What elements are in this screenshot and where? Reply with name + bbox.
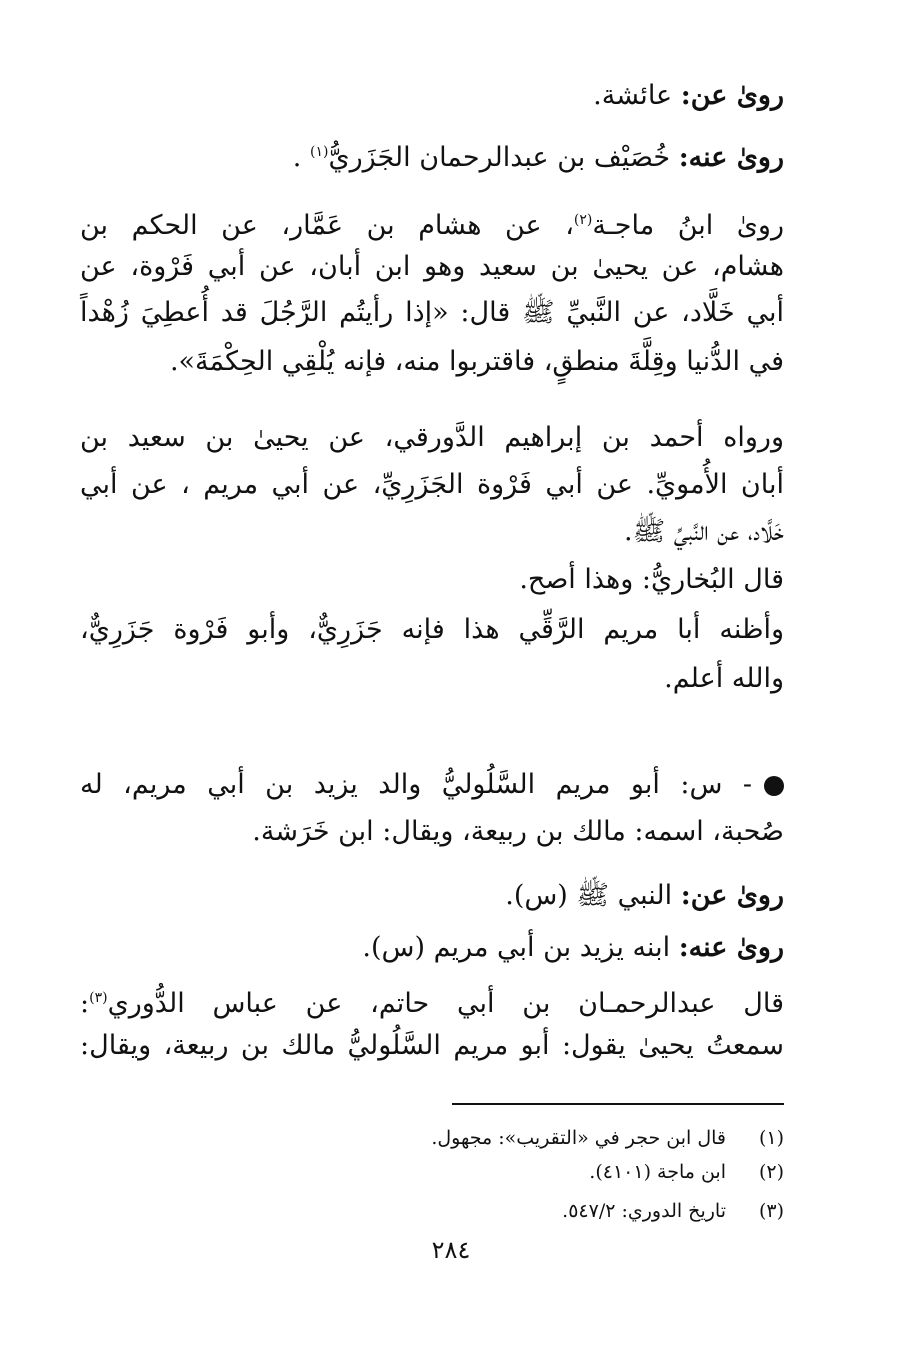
- narrated-from-label: روىٰ عن:: [680, 80, 784, 111]
- entry2-narrated-from-value: النبي ﷺ (س).: [505, 880, 673, 911]
- entry2-paragraph-line1-end: :: [80, 988, 90, 1019]
- entry2-line2: صُحبة، اسمه: مالك بن ربيعة، ويقال: ابن خَرَشة.: [252, 816, 784, 847]
- footnote-3-text: تاريخ الدوري: ٥٤٧/٢.: [562, 1200, 726, 1222]
- entry2-narrated-by-line: [362, 928, 784, 968]
- paragraph3-line1: وأظنه أبا مريم الرَّقِّي هذا فإنه جَزَرِيٌّ، وأبو فَرْوة جَزَرِيٌّ،: [80, 614, 784, 645]
- bukhari-statement: قال البُخاريُّ: وهذا أصح.: [519, 564, 784, 595]
- entry2-narrated-from-line: [505, 876, 784, 916]
- bullet-icon: [764, 776, 784, 796]
- paragraph1-line1-rest: ، عن هشام بن عَمَّار، عن الحكم بن: [80, 210, 574, 241]
- paragraph1-line1-start: روىٰ ابنُ ماجـة: [592, 210, 784, 241]
- footnote-2-text: ابن ماجة (٤١٠١).: [589, 1161, 726, 1183]
- entry2-narrated-by-label: روىٰ عنه:: [678, 932, 784, 963]
- entry2-paragraph-line1-text: قال عبدالرحمـان بن أبي حاتم، عن عباس الدُّوري: [107, 988, 784, 1019]
- paragraph1-line2: هشام، عن يحيىٰ بن سعيد وهو ابن أبان، عن أبي فَرْوة، عن: [80, 251, 784, 282]
- entry2-line1-text: - س: أبو مريم السَّلُوليُّ والد يزيد بن أبي مريم، له: [80, 769, 752, 800]
- narrated-from-line: [593, 76, 784, 116]
- paragraph1-line3: أبي خَلَّاد، عن النَّبيِّ ﷺ قال: «إذا رأيتُم الرَّجُلَ قد أُعطِيَ زُهْداً: [80, 297, 784, 328]
- paragraph2-line1: ورواه أحمد بن إبراهيم الدَّورقي، عن يحيىٰ بن سعيد بن: [80, 422, 784, 453]
- footnote-1-text: قال ابن حجر في «التقريب»: مجهول.: [431, 1127, 726, 1149]
- footnote-ref-3: (٣): [89, 990, 108, 1006]
- entry2-paragraph-line2: سمعتُ يحيىٰ يقول: أبو مريم السَّلُوليُّ مالك بن ربيعة، ويقال:: [80, 1030, 784, 1061]
- footnote-ref-1: (١): [309, 144, 329, 160]
- entry2-narrated-by-value: ابنه يزيد بن أبي مريم (س).: [362, 932, 671, 963]
- footnote-3: [562, 1197, 784, 1225]
- narrated-from-value: عائشة.: [593, 80, 673, 111]
- narrated-by-end: .: [292, 142, 302, 173]
- footnote-3-number: (٣): [758, 1200, 784, 1222]
- entry2-line1: [80, 765, 784, 805]
- footnote-2-number: (٢): [758, 1161, 784, 1183]
- paragraph3-line2: والله أعلم.: [664, 663, 784, 694]
- page-number: ٢٨٤: [431, 1236, 471, 1264]
- narrated-by-label: روىٰ عنه:: [678, 142, 784, 173]
- paragraph2-line3: خَلَّاد، عن النَّبيِّ ﷺ.: [624, 516, 784, 547]
- footnote-divider: [452, 1103, 784, 1105]
- footnote-2: [589, 1158, 784, 1186]
- paragraph1-line4: في الدُّنيا وقِلَّةَ منطقٍ، فاقتربوا منه، فإنه يُلْقِي الحِكْمَةَ».: [169, 346, 784, 377]
- narrated-by-line: [293, 132, 784, 172]
- footnote-1: [431, 1124, 784, 1152]
- entry2-narrated-from-label: روىٰ عن:: [680, 880, 784, 911]
- entry2-paragraph-line1: [80, 978, 784, 1018]
- footnote-ref-2: (٢): [573, 212, 593, 228]
- paragraph1-line1: [80, 200, 784, 240]
- paragraph2-line2: أبان الأُمويِّ. عن أبي فَرْوة الجَزَرِيِّ، عن أبي مريم ، عن أبي: [80, 469, 784, 500]
- footnote-1-number: (١): [758, 1127, 784, 1149]
- narrated-by-value: خُصَيْف بن عبدالرحمان الجَزَريُّ: [328, 142, 671, 173]
